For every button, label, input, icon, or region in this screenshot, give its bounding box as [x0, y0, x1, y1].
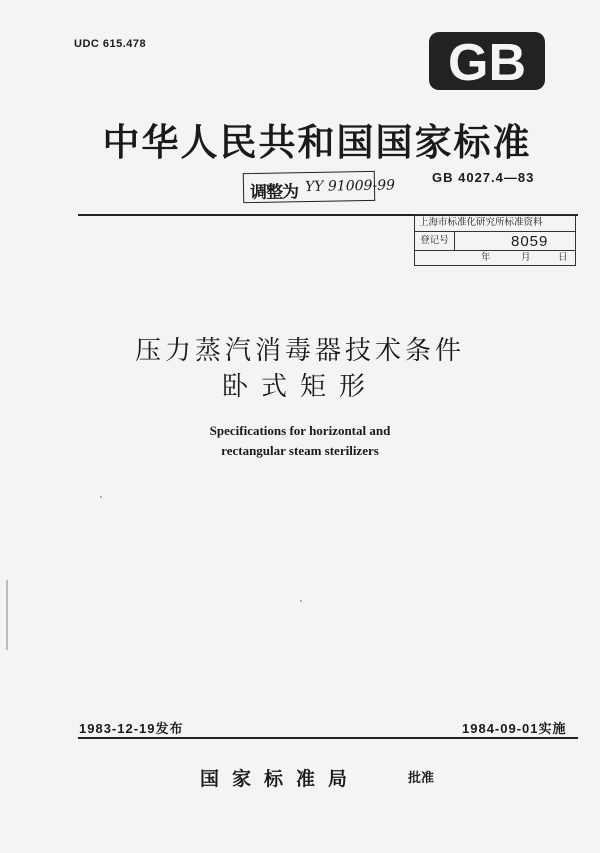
adjustment-label: 调整为: [249, 182, 299, 204]
approval-label: 批准: [408, 771, 435, 786]
national-standard-title: 中华人民共和国国家标准: [102, 120, 532, 164]
document-title-cn: 压力蒸汽消毒器技术条件: [134, 336, 465, 366]
scan-speck: [6, 580, 8, 650]
bottom-divider: [78, 737, 578, 739]
stamp-registration-number: 8059: [511, 233, 549, 250]
issuing-authority: 国家标准局: [200, 768, 361, 790]
scan-speck: [100, 496, 102, 498]
adjustment-note-box: [243, 171, 396, 204]
document-subtitle-cn: 卧式矩形: [221, 372, 378, 402]
adjustment-code: YY 91009-99: [304, 177, 396, 196]
issue-date: 1983-12-19发布: [79, 721, 184, 736]
stamp-registration-row: [415, 232, 575, 251]
document-title-en-line2: rectangular steam sterilizers: [221, 443, 379, 458]
stamp-month-label: 月: [521, 252, 531, 263]
stamp-year-label: 年: [481, 252, 491, 263]
stamp-registration-label: 登记号: [415, 232, 455, 250]
stamp-day-label: 日: [558, 252, 568, 263]
scan-speck: [300, 600, 302, 602]
gb-logo-text: GB: [448, 34, 526, 92]
udc-code: UDC 615.478: [74, 38, 147, 50]
gb-logo: [427, 30, 547, 92]
archive-stamp: [414, 214, 576, 266]
stamp-date-row: [415, 251, 575, 266]
stamp-header: 上海市标准化研究所标准资料: [415, 215, 575, 232]
document-title-en-line1: Specifications for horizontal and: [209, 423, 391, 438]
implementation-date: 1984-09-01实施: [462, 721, 567, 736]
standard-number: GB 4027.4—83: [432, 170, 535, 185]
